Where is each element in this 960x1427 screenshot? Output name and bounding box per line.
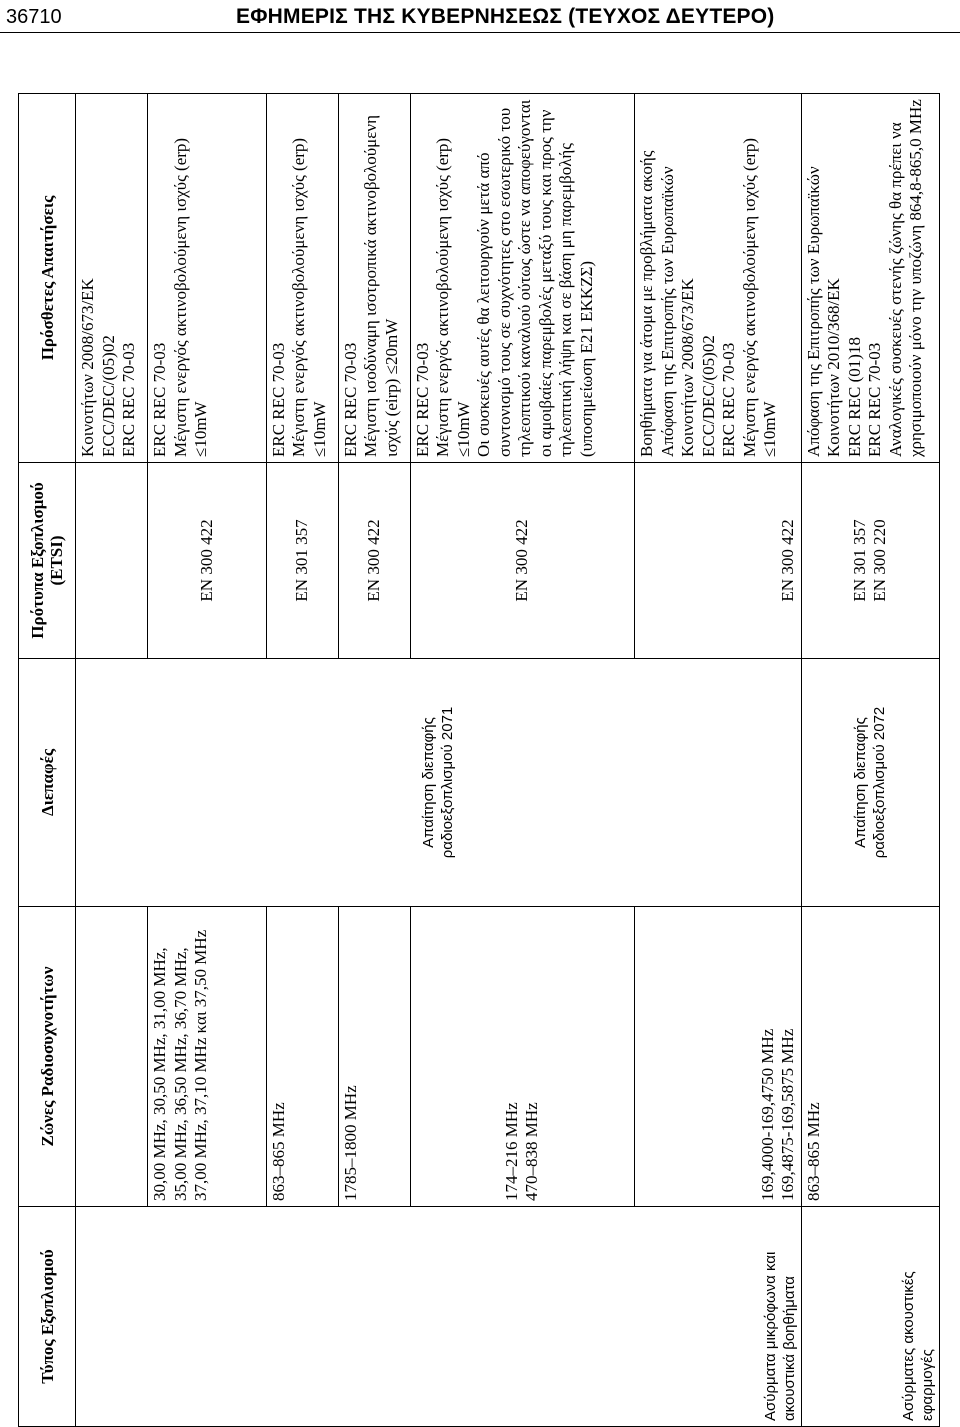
table-row xyxy=(801,94,939,1427)
standards-cell: EN 300 422 xyxy=(338,463,410,659)
freq-cell: 863–865 MHz xyxy=(266,907,338,1207)
header-rule xyxy=(0,32,960,33)
requirements-cell: ERC REC 70-03 Μέγιστη ισοδύναμη ισοτροπικά ακτινοβολούμενη ισχύς (eirp) ≤20mW xyxy=(338,94,410,463)
gazette-title: ΕΦΗΜΕΡΙΣ ΤΗΣ ΚΥΒΕΡΝΗΣΕΩΣ (ΤΕΥΧΟΣ ΔΕΥΤΕΡΟ) xyxy=(236,5,775,28)
freq-cell: 863–865 MHz xyxy=(801,907,939,1207)
requirements-cell: ERC REC 70-03 Μέγιστη ενεργός ακτινοβολούμενη ισχύς (erp) ≤10mW Οι συσκευές αυτές θα λειτουργούν μετά από συντονισμό τους σε συχνότητες στο εσωτερικό του τηλεοπτικού καναλιού ούτως ώστε να αποφεύγονται οι αμοιβαίες παρεμβολές μεταξύ τους και προς την τηλεοπτική λήψη και σε βάση μη παρεμβολής (υποσημείωση Ε21 ΕΚΚΖΣ) xyxy=(410,94,635,463)
requirements-cell: Απόφαση της Επιτροπής των Ευρωπαϊκών Κοινοτήτων 2010/368/ΕΚ ERC REC (01)18 ERC REC 70-03 Αναλογικές συσκευές στενής ζώνης θα πρέπει να χρησιμοποιούν μόνο την υποζώνη 864,8-865,0 MHz xyxy=(801,94,939,463)
standards-cell: EN 301 357 xyxy=(266,463,338,659)
freq-cell: 30,00 MHz, 30,50 MHz, 31,00 MHz, 35,00 MHz, 36,50 MHz, 36,70 MHz, 37,00 MHz, 37,10 MHz και 37,50 MHz xyxy=(148,907,267,1207)
page-number: 36710 xyxy=(6,6,62,28)
requirements-cell: ERC REC 70-03 Μέγιστη ενεργός ακτινοβολούμενη ισχύς (erp) ≤10mW xyxy=(266,94,338,463)
col-header-freq: Ζώνες Ραδιοσυχνοτήτων xyxy=(19,907,76,1207)
freq-cell: 169,4000-169,4750 MHz 169,4875-169,5875 MHz xyxy=(635,907,801,1207)
freq-cell: 174–216 MHz 470–838 MHz xyxy=(410,907,635,1207)
standards-cell xyxy=(76,463,148,659)
freq-cell: 1785–1800 MHz xyxy=(338,907,410,1207)
interface-cell: Απαίτηση διεπαφής ραδιοεξοπλισμού 2071 xyxy=(76,659,801,907)
frequency-table xyxy=(18,93,940,1427)
standards-cell: EN 300 422 xyxy=(635,463,801,659)
equipment-type-cell: Ασύρματες ακουστικές εφαρμογές xyxy=(801,1207,939,1427)
col-header-type: Τύπος Εξοπλισμού xyxy=(19,1207,76,1427)
page-header xyxy=(0,0,960,36)
requirements-cell: ERC REC 70-03 Μέγιστη ενεργός ακτινοβολούμενη ισχύς (erp) ≤10mW xyxy=(148,94,267,463)
rotated-table-container xyxy=(18,94,940,1427)
equipment-type-cell: Ασύρματα μικρόφωνα και ακουστικά βοηθήματα xyxy=(76,1207,801,1427)
standards-cell: EN 300 422 xyxy=(410,463,635,659)
table-row xyxy=(76,94,148,1427)
interface-cell: Απαίτηση διεπαφής ραδιοεξοπλισμού 2072 xyxy=(801,659,939,907)
col-header-requirements: Πρόσθετες Απαιτήσεις xyxy=(19,94,76,463)
requirements-cell: Κοινοτήτων 2008/673/ΕΚ ECC/DEC/(05)02 ERC REC 70-03 xyxy=(76,94,148,463)
col-header-interface: Διεπαφές xyxy=(19,659,76,907)
freq-cell xyxy=(76,907,148,1207)
standards-cell: EN 300 422 xyxy=(148,463,267,659)
table-header-row xyxy=(19,94,76,1427)
standards-cell: EN 301 357 EN 300 220 xyxy=(801,463,939,659)
col-header-standards: Πρότυπα Εξοπλισμού (ETSI) xyxy=(19,463,76,659)
requirements-cell: Βοηθήματα για άτομα με προβλήματα ακοής Απόφαση της Επιτροπής των Ευρωπαϊκών Κοινοτήτων 2008/673/ΕΚ ECC/DEC/(05)02 ERC REC 70-03 Μέγιστη ενεργός ακτινοβολούμενη ισχύς (erp) ≤10mW xyxy=(635,94,801,463)
